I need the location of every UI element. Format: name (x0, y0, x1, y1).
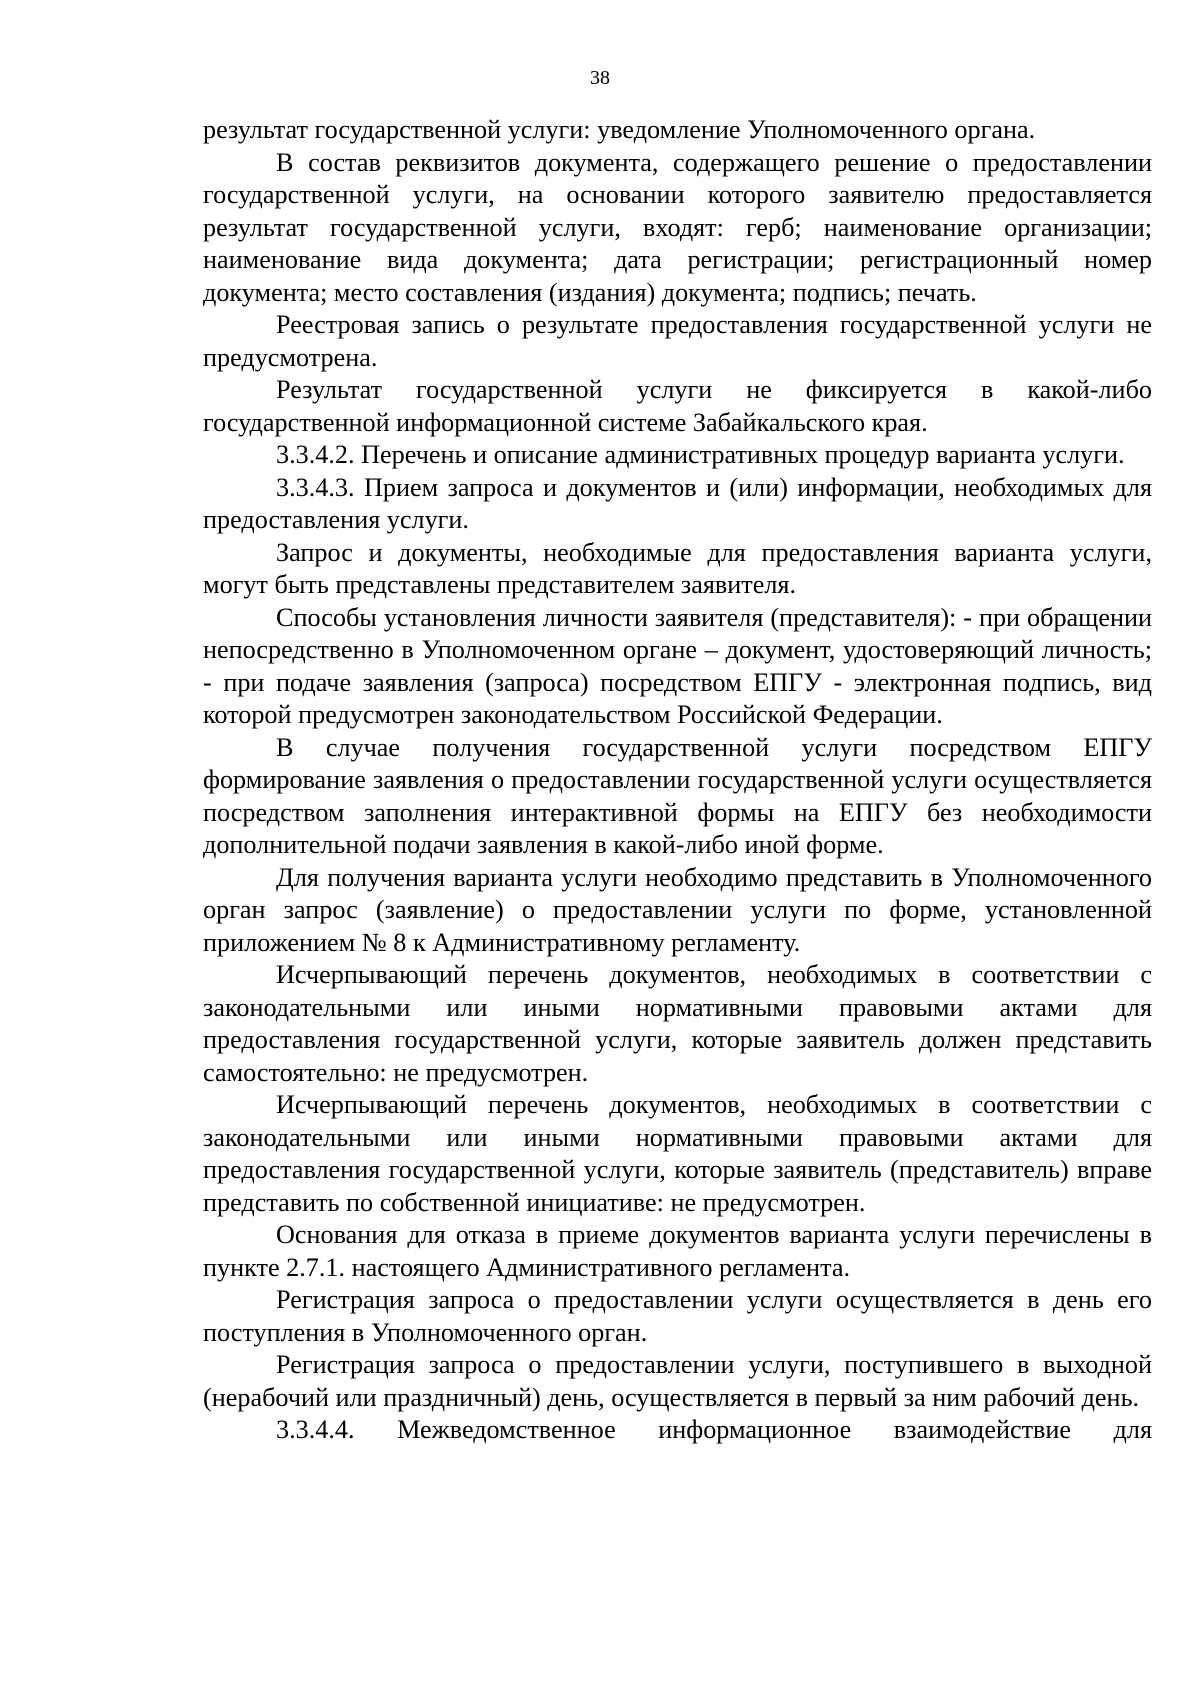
paragraph-2: В состав реквизитов документа, содержащего решение о предоставлении государственной услуги, на основании которого заявителю предоставляется результат государственной услуги, входят: герб; наименование организации; наименование вида документа; дата регистрации; регистрационный номер документа; место составления (издания) документа; подпись; печать. (203, 147, 1152, 307)
paragraph-16: 3.3.4.4. Межведомственное информационное взаимодействие для (276, 1415, 1152, 1444)
paragraph-4: Результат государственной услуги не фиксируется в какой-либо государственной информационной системе Забайкальского края. (203, 375, 1152, 437)
paragraph-9: В случае получения государственной услуги посредством ЕПГУ формирование заявления о предоставлении государственной услуги осуществляется посредством заполнения интерактивной формы на ЕПГУ без необходимости дополнительной подачи заявления в какой-либо иной форме. (203, 732, 1152, 859)
paragraph-10: Для получения варианта услуги необходимо представить в Уполномоченного орган запрос (заявление) о предоставлении услуги по форме, установленной приложением № 8 к Административному регламенту. (203, 862, 1152, 957)
paragraph-8: Способы установления личности заявителя (представителя): - при обращении непосредственно в Уполномоченном органе – документ, удостоверяющий личность; - при подаче заявления (запроса) посредством ЕПГУ - электронная подпись, вид которой предусмотрен законодательством Российской Федерации. (203, 602, 1152, 729)
paragraph-3: Реестровая запись о результате предоставления государственной услуги не предусмотрена. (203, 310, 1152, 372)
paragraph-1: результат государственной услуги: уведомление Уполномоченного органа. (203, 115, 1036, 144)
paragraph-11: Исчерпывающий перечень документов, необходимых в соответствии с законодательными или иными нормативными правовыми актами для предоставления государственной услуги, которые заявитель должен представить самостоятельно: не предусмотрен. (203, 960, 1152, 1087)
page-number: 38 (590, 67, 610, 89)
paragraph-15: Регистрация запроса о предоставлении услуги, поступившего в выходной (нерабочий или праздничный) день, осуществляется в первый за ним рабочий день. (203, 1350, 1152, 1412)
paragraph-5: 3.3.4.2. Перечень и описание административных процедур варианта услуги. (276, 440, 1125, 469)
paragraph-7: Запрос и документы, необходимые для предоставления варианта услуги, могут быть представлены представителем заявителя. (203, 537, 1152, 599)
paragraph-12: Исчерпывающий перечень документов, необходимых в соответствии с законодательными или иными нормативными правовыми актами для предоставления государственной услуги, которые заявитель (представитель) вправе представить по собственной инициативе: не предусмотрен. (203, 1090, 1152, 1217)
paragraph-6: 3.3.4.3. Прием запроса и документов и (или) информации, необходимых для предоставления услуги. (203, 472, 1152, 534)
paragraph-13: Основания для отказа в приеме документов варианта услуги перечислены в пункте 2.7.1. настоящего Административного регламента. (203, 1220, 1152, 1282)
paragraph-14: Регистрация запроса о предоставлении услуги осуществляется в день его поступления в Уполномоченного орган. (203, 1285, 1152, 1347)
document-body (203, 114, 1152, 1447)
